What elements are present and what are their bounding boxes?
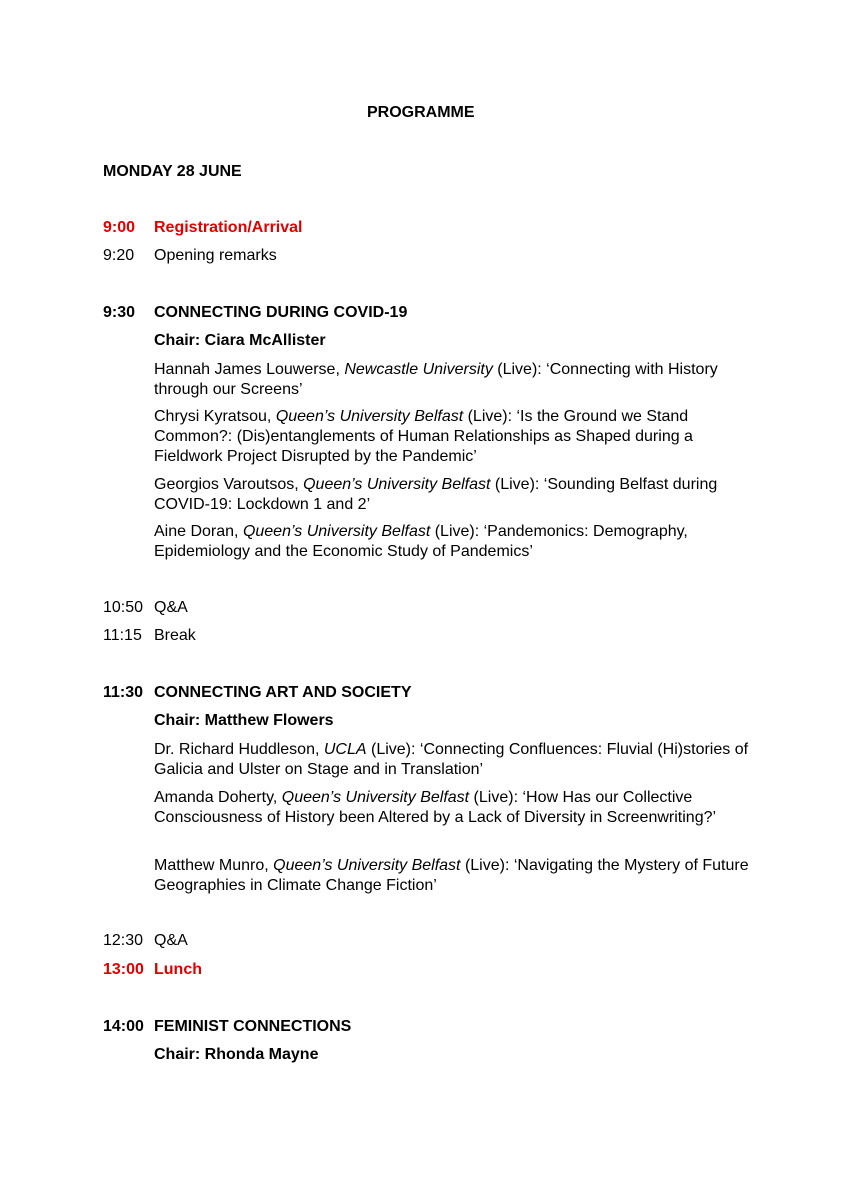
talk-title: (Live): ‘How Has our Collective Consciousness of History been Altered by a Lack of Diversity in Screenwriting?’	[154, 789, 717, 826]
registration-time: 9:00	[103, 219, 136, 236]
session2-chair: Chair: Matthew Flowers	[154, 712, 334, 729]
session1-talk-1	[154, 360, 754, 400]
session2-talk-2	[154, 788, 754, 828]
talk-title: (Live): ‘Pandemonics: Demography, Epidemiology and the Economic Study of Pandemics’	[154, 523, 688, 560]
talk-speaker: Hannah James Louwerse,	[154, 361, 345, 378]
talk-speaker: Dr. Richard Huddleson,	[154, 741, 324, 758]
talk-title: (Live): ‘Connecting Confluences: Fluvial (Hi)stories of Galicia and Ulster on Stage and in Translation’	[154, 741, 749, 778]
talk-affiliation: Queen’s University Belfast	[242, 523, 431, 540]
talk-title: (Live): ‘Sounding Belfast during COVID-19: Lockdown 1 and 2’	[154, 476, 718, 513]
talk-speaker: Chrysi Kyratsou,	[154, 408, 276, 425]
session1-chair: Chair: Ciara McAllister	[154, 332, 326, 349]
talk-speaker: Matthew Munro,	[154, 857, 274, 874]
qa2-time: 12:30	[103, 932, 144, 949]
talk-affiliation: Queen’s University Belfast	[281, 789, 470, 806]
session1-talk-2	[154, 407, 754, 467]
lunch-time: 13:00	[103, 961, 144, 978]
session3-chair: Chair: Rhonda Mayne	[154, 1046, 319, 1063]
session1-talk-4	[154, 522, 754, 562]
talk-affiliation: Queen’s University Belfast	[275, 408, 464, 425]
talk-speaker: Aine Doran,	[154, 523, 243, 540]
talk-title: (Live): ‘Connecting with History through our Screens’	[154, 361, 718, 398]
session1-title: CONNECTING DURING COVID-19	[154, 304, 408, 321]
session1-talk-3	[154, 475, 754, 515]
talk-affiliation: Newcastle University	[344, 361, 493, 378]
lunch-label: Lunch	[154, 961, 202, 978]
session2-talk-1	[154, 740, 754, 780]
break-time: 11:15	[103, 627, 142, 644]
talk-affiliation: Queen’s University Belfast	[273, 857, 461, 874]
talk-affiliation: Queen’s University Belfast	[303, 476, 491, 493]
registration-label: Registration/Arrival	[154, 219, 303, 236]
qa1-time: 10:50	[103, 599, 144, 616]
qa1-label: Q&A	[154, 599, 188, 616]
page-title: PROGRAMME	[367, 104, 475, 121]
session2-title: CONNECTING ART AND SOCIETY	[154, 684, 412, 701]
talk-speaker: Amanda Doherty,	[154, 789, 282, 806]
talk-speaker: Georgios Varoutsos,	[154, 476, 304, 493]
talk-title: (Live): ‘Is the Ground we Stand Common?: (Dis)entanglements of Human Relationships as Shaped during a Fieldwork Project Disrupted by the Pandemic’	[154, 408, 693, 465]
opening-time: 9:20	[103, 247, 135, 264]
opening-label: Opening remarks	[154, 247, 277, 264]
session1-time: 9:30	[103, 304, 136, 321]
session3-title: FEMINIST CONNECTIONS	[154, 1018, 352, 1035]
session2-talk-3	[154, 856, 754, 896]
break-label: Break	[154, 627, 196, 644]
talk-title: (Live): ‘Navigating the Mystery of Future Geographies in Climate Change Fiction’	[154, 857, 749, 894]
talk-affiliation: UCLA	[323, 741, 367, 758]
session2-time: 11:30	[103, 684, 144, 701]
session3-time: 14:00	[103, 1018, 144, 1035]
day-heading: MONDAY 28 JUNE	[103, 163, 242, 180]
qa2-label: Q&A	[154, 932, 188, 949]
